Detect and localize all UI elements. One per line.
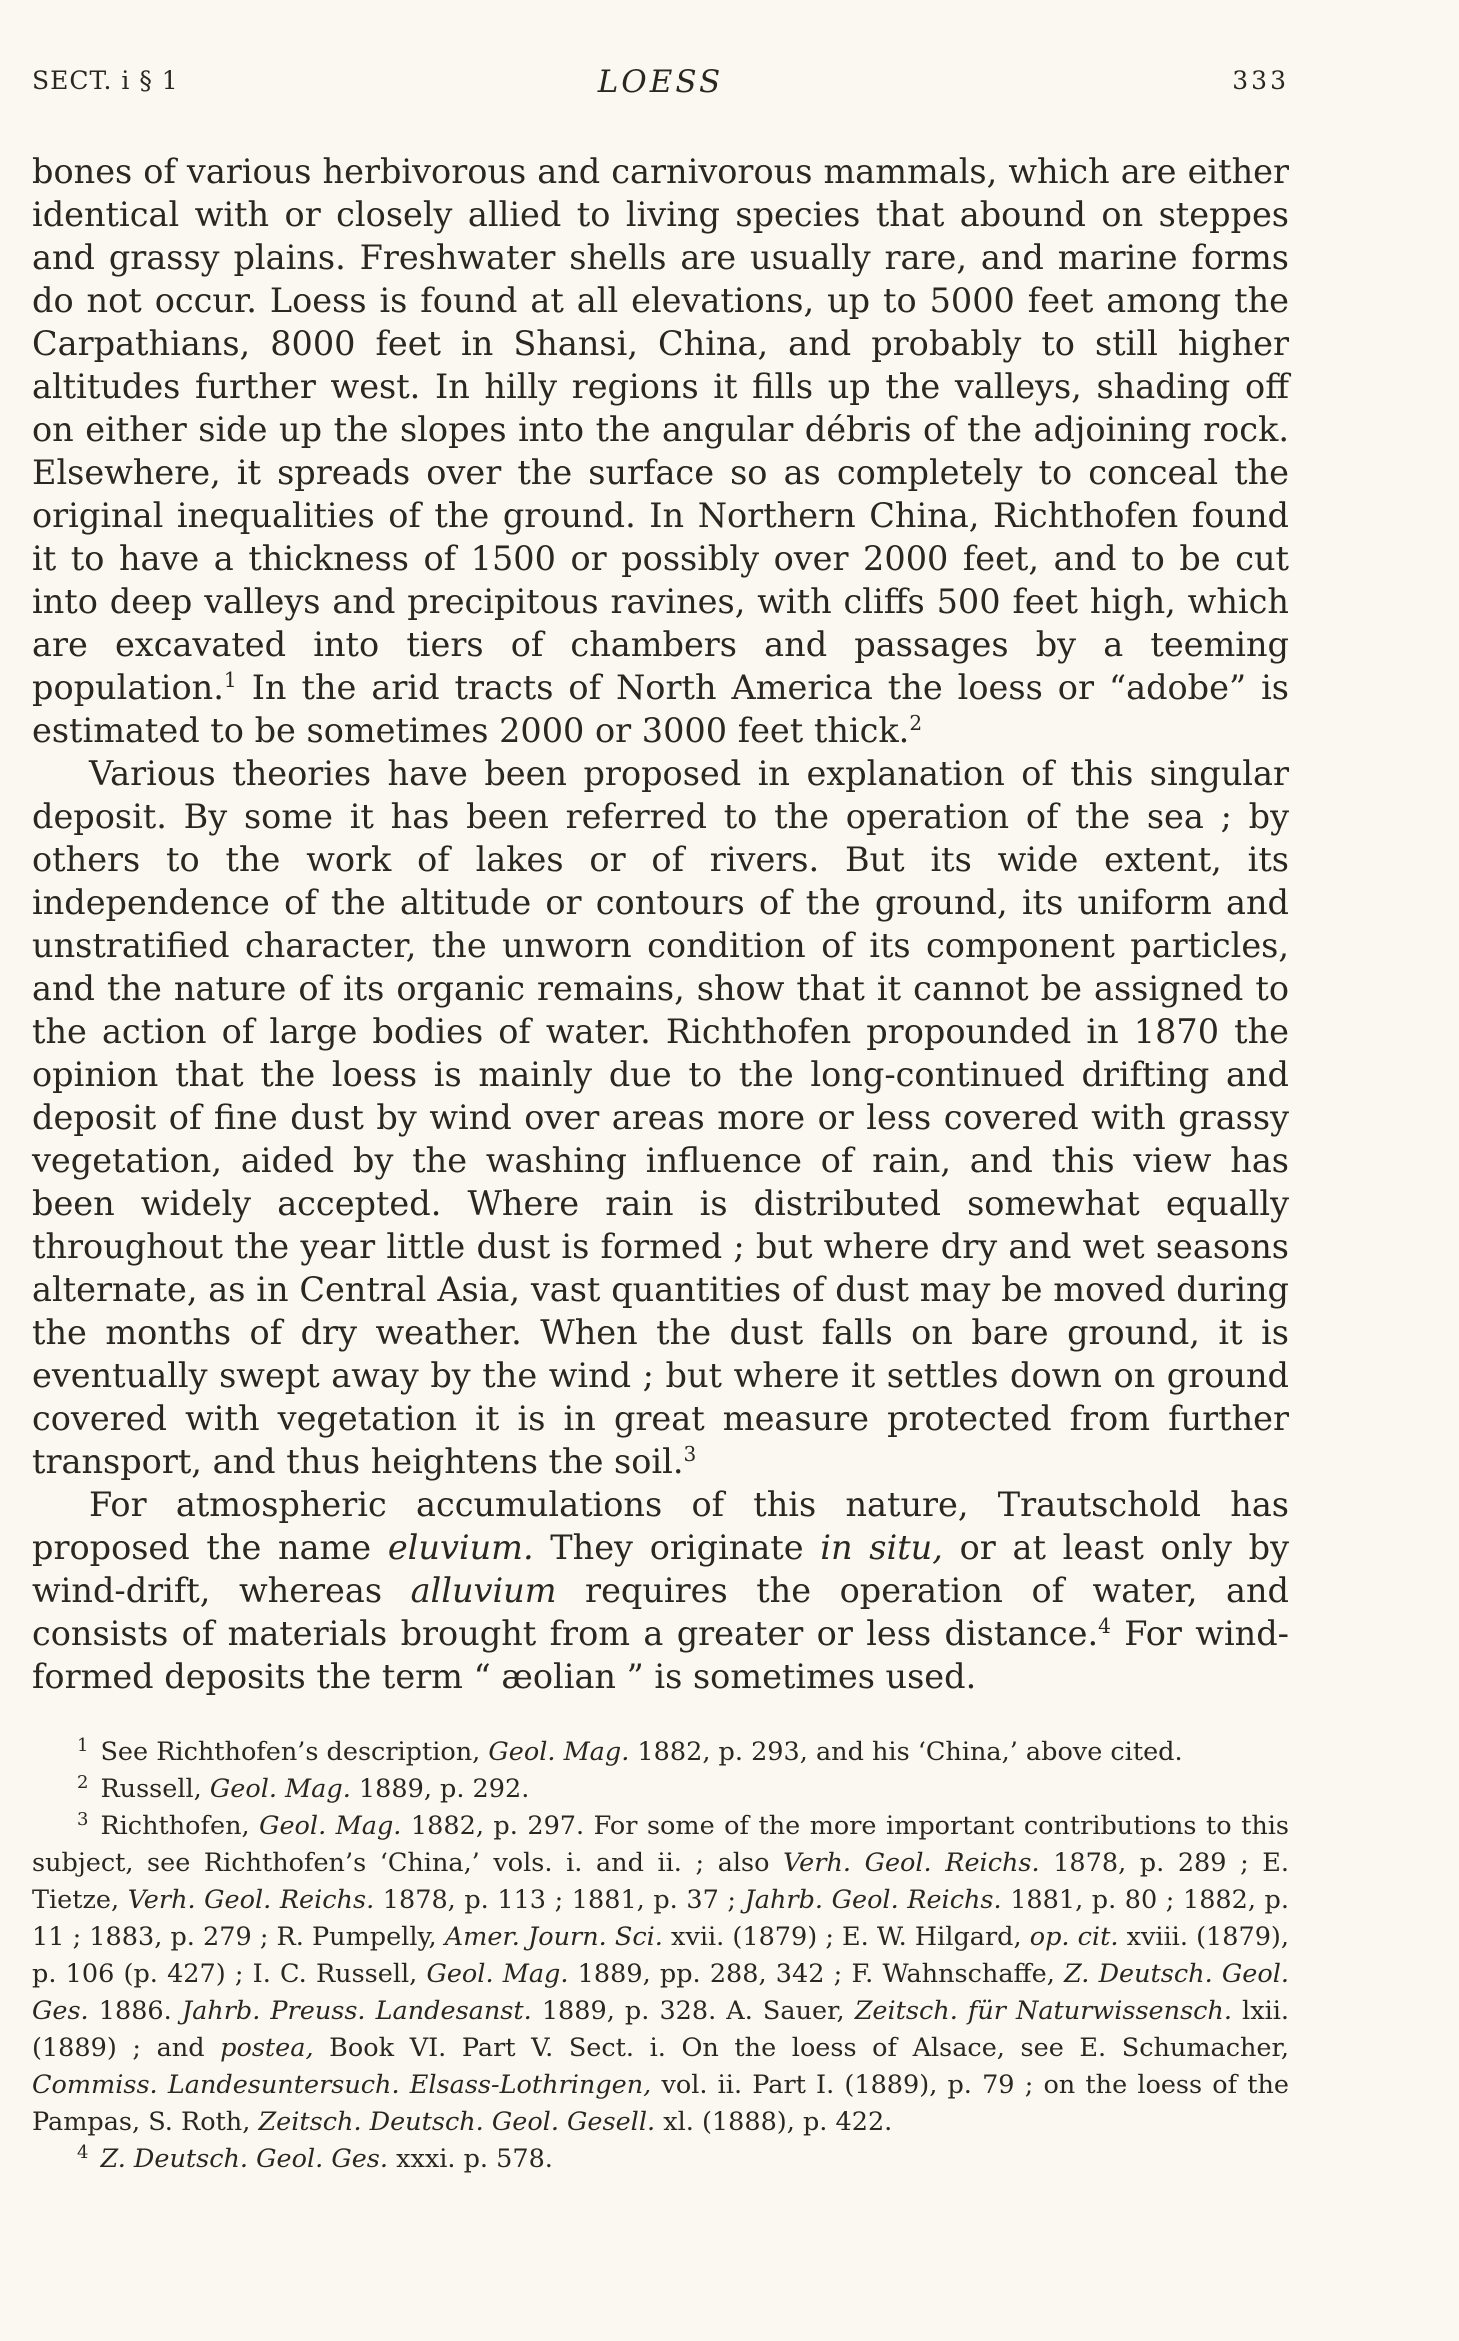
footnotes xyxy=(32,1734,1289,2178)
text-run: 1889, p. 328. A. Sauer, xyxy=(531,1996,855,2026)
italic-run: postea, xyxy=(220,2033,314,2063)
italic-run: in situ, xyxy=(820,1528,943,1567)
italic-run: Jahrb. Geol. Reichs. xyxy=(744,1885,1002,1915)
text-run: They originate xyxy=(533,1528,821,1567)
footnote xyxy=(32,1808,1289,2141)
body-text xyxy=(32,150,1289,1698)
paragraph xyxy=(32,150,1289,752)
text-run: xl. (1888), p. 422. xyxy=(655,2107,893,2137)
italic-run: Z. Deutsch. Geol. Ges. xyxy=(32,1959,1289,2026)
text-run: xxxi. p. 578. xyxy=(387,2144,553,2174)
italic-run: eluvium. xyxy=(387,1528,534,1567)
text-run: See Richthofen’s description, xyxy=(100,1737,489,1767)
italic-run: Zeitsch. Deutsch. Geol. Gesell. xyxy=(258,2107,656,2137)
page-number: 333 xyxy=(1232,66,1289,95)
text-run: lxii. (1889) ; and xyxy=(32,1996,1290,2063)
italic-run: Commiss. Landesuntersuch. Elsass-Lothringen, xyxy=(32,2070,652,2100)
text-run: 1878, p. 289 ; E. Tietze, xyxy=(32,1848,1289,1915)
footnote-mark: 4 xyxy=(77,2141,89,2163)
footnote xyxy=(32,1734,1289,1771)
italic-run: Geol. Mag. xyxy=(209,1774,351,1804)
italic-run: Z. Deutsch. Geol. Ges. xyxy=(100,2144,388,2174)
text-run: For atmospheric accumulations of this nature, Trautschold has proposed the name xyxy=(32,1485,1289,1567)
text-run: 1881, p. 80 ; 1882, p. 11 ; 1883, p. 279 ; R. Pumpelly, xyxy=(32,1885,1289,1952)
footnote-mark: 2 xyxy=(77,1771,89,1793)
text-run: Richthofen, xyxy=(100,1811,260,1841)
italic-run: Geol. Mag. xyxy=(259,1811,402,1841)
footnote xyxy=(32,2141,1289,2178)
text-run: xvii. (1879) ; E. W. Hilgard, xyxy=(662,1922,1030,1952)
text-run: For wind-formed deposits the term “ æolian ” is sometimes used. xyxy=(32,1614,1289,1696)
text-run: vol. ii. Part I. (1889), p. 79 ; on the loess of the Pampas, S. Roth, xyxy=(32,2070,1290,2137)
footnote-ref: 4 xyxy=(1098,1613,1111,1638)
running-title: LOESS xyxy=(597,64,724,100)
text-run: xviii. (1879), p. 106 (p. 427) ; I. C. Russell, xyxy=(32,1922,1289,1989)
text-run: 1878, p. 113 ; 1881, p. 37 ; xyxy=(374,1885,745,1915)
italic-run: op. cit. xyxy=(1029,1922,1119,1952)
text-run: Book VI. Part V. Sect. i. On the loess of Alsace, see E. Schumacher, xyxy=(313,2033,1289,2063)
text-run: requires the operation of water, and consists of materials brought from a greater or less distance. xyxy=(32,1571,1289,1653)
footnote-ref: 2 xyxy=(909,710,923,735)
text-run: In the arid tracts of North America the loess or “adobe” is estimated to be sometimes 2000 or 3000 feet thick. xyxy=(32,668,1289,750)
italic-run: Zeitsch. für Naturwissensch. xyxy=(854,1996,1232,2026)
paragraph xyxy=(32,752,1289,1483)
text-run: bones of various herbivorous and carnivorous mammals, which are either identical with or closely allied to living species that abound on steppes and grassy plains. Freshwater shells are usually rare, and marine forms do not occur. Loess is found at all elevations, up to 5000 feet among the Carpathians, 8000 feet in Shansi, China, and probably to still higher altitudes further west. In hilly regions it fills up the valleys, shading off on either side up the slopes into the angular débris of the adjoining rock. Elsewhere, it spreads over the surface so as completely to conceal the original inequalities of the ground. In Northern China, Richthofen found it to have a thickness of 1500 or possibly over 2000 feet, and to be cut into deep valleys and precipitous ravines, with cliffs 500 feet high, which are excavated into tiers of chambers and passages by a teeming population. xyxy=(32,152,1289,707)
text-run: Various theories have been proposed in explanation of this singular deposit. By some it has been referred to the operation of the sea ; by others to the work of lakes or of rivers. But its wide extent, its independence of the altitude or contours of the ground, its uniform and unstratified character, the unworn condition of its component particles, and the nature of its organic remains, show that it cannot be assigned to the action of large bodies of water. Richthofen propounded in 1870 the opinion that the loess is mainly due to the long-continued drifting and deposit of fine dust by wind over areas more or less covered with grassy vegetation, aided by the washing influence of rain, and this view has been widely accepted. Where rain is distributed somewhat equally throughout the year little dust is formed ; but where dry and wet seasons alternate, as in Central Asia, vast quantities of dust may be moved during the months of dry weather. When the dust falls on bare ground, it is eventually swept away by the wind ; but where it settles down on ground covered with vegetation it is in great measure protected from further transport, and thus heightens the soil. xyxy=(32,754,1289,1481)
footnote xyxy=(32,1771,1289,1808)
footnote-ref: 3 xyxy=(683,1441,697,1466)
paragraph xyxy=(32,1483,1289,1698)
text-run: 1882, p. 293, and his ‘China,’ above cited. xyxy=(629,1737,1183,1767)
text-run: 1889, pp. 288, 342 ; F. Wahnschaffe, xyxy=(568,1959,1065,1989)
italic-run: Geol. Mag. xyxy=(426,1959,569,1989)
text-run: 1889, p. 292. xyxy=(350,1774,530,1804)
footnote-ref: 1 xyxy=(223,667,237,692)
footnote-mark: 1 xyxy=(77,1734,89,1756)
footnote-mark: 3 xyxy=(77,1808,89,1830)
italic-run: Jahrb. Preuss. Landesanst. xyxy=(181,1996,532,2026)
text-run: 1886. xyxy=(88,1996,182,2026)
italic-run: Amer. Journ. Sci. xyxy=(444,1922,663,1952)
section-label: SECT. i § 1 xyxy=(32,66,179,95)
text-run: or at least only by wind-drift, whereas xyxy=(32,1528,1290,1610)
text-run: Russell, xyxy=(100,1774,210,1804)
text-run: 1882, p. 297. For some of the more important contributions to this subject, see Richthofen’s ‘China,’ vols. i. and ii. ; also xyxy=(32,1811,1289,1878)
italic-run: alluvium xyxy=(410,1571,557,1610)
italic-run: Verh. Geol. Reichs. xyxy=(783,1848,1040,1878)
italic-run: Verh. Geol. Reichs. xyxy=(127,1885,375,1915)
running-header xyxy=(32,60,1289,104)
italic-run: Geol. Mag. xyxy=(488,1737,630,1767)
